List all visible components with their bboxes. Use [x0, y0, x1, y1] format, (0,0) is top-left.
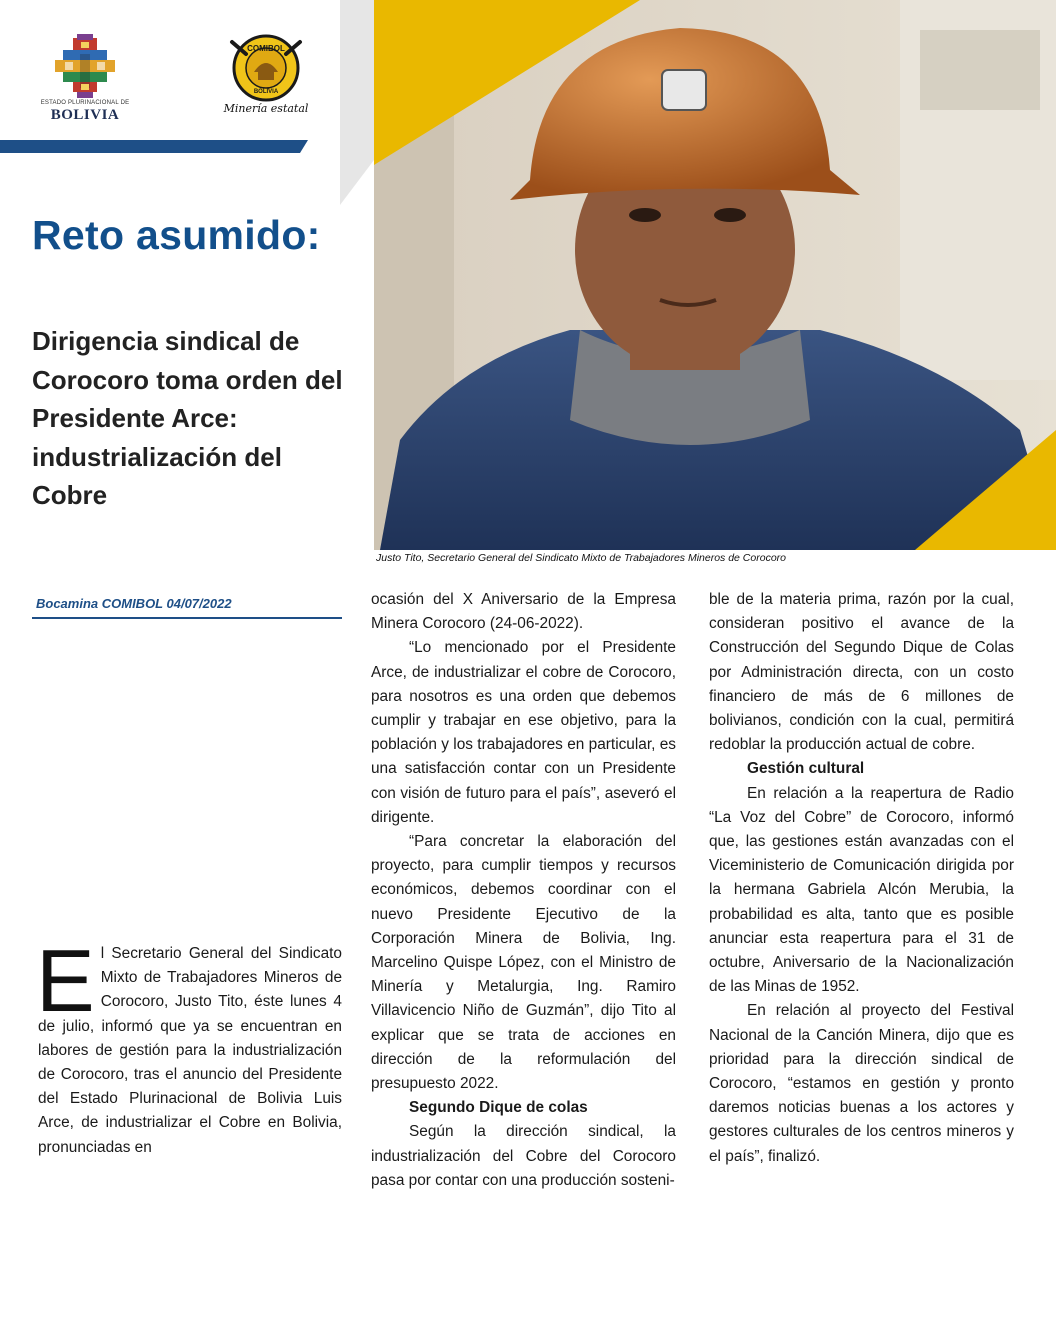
article-paragraph: “Lo mencionado por el Presidente Arce, de industrializar el cobre de Corocoro, para nosotros es una orden que debemos cumplir y trabajar en ese objetivo, para la población y los trabajadores en particular, es una satisfacción contar con un Presidente con visión de futuro para el país”, aseveró el dirigente. [371, 639, 676, 826]
portrait-photo [340, 0, 1056, 552]
comibol-emblem-icon [218, 34, 314, 102]
article-paragraph: ble de la materia prima, razón por la cual, consideran positivo el avance de la Construcción del Segundo Dique de Colas por Administración directa, con un costo financiero de más de 6 millones de bolivianos, condición con la cual, permitirá redoblar la producción actual de cobre. [709, 591, 1014, 754]
drop-cap: E [36, 931, 95, 1030]
article-paragraph: En relación a la reapertura de Radio “La Voz del Cobre” de Corocoro, informó que, las gestiones están avanzadas con el Viceministerio de Comunicación dirigida por la hermana Gabriela Alcón Merubia, la probabilidad es alta, tanto que es posible anunciar esta reapertura para el 31 de octubre, Aniversario de la Nacionalización de las Minas de 1952. [709, 784, 1014, 996]
comibol-logo [218, 34, 314, 132]
byline: Bocamina COMIBOL 04/07/2022 [36, 596, 232, 611]
article-paragraph: En relación al proyecto del Festival Nacional de la Canción Minera, dijo que es prioridad para la dirección sindical de Corocoro, “estamos en gestión y pronto daremos noticias buenas a los actores y gestores culturales de los centros mineros y el país”, finalizó. [709, 1002, 1014, 1165]
state-label-small: ESTADO PLURINACIONAL DE [40, 100, 130, 106]
article-column-1 [36, 931, 342, 1160]
kicker-title: Reto asumido: [32, 212, 321, 258]
headline: Dirigencia sindical de Corocoro toma orden del Presidente Arce: industrialización del Cobre [32, 326, 343, 510]
section-heading: Gestión cultural [747, 760, 865, 778]
byline-rule [32, 617, 342, 619]
comibol-ring-text: COMIBOL [247, 44, 285, 53]
header-band [0, 140, 340, 153]
paragraph-text: l Secretario General del Sindicato Mixto de Trabajadores Mineros de Corocoro, Justo Tito, éste lunes 4 de julio, informó que ya se encuentran en labores de gestión para la industrialización de Corocoro, tras el anuncio del Presidente del Estado Plurinacional de Bolivia Luis Arce, de industrializar el Cobre en Bolivia, pronunciadas en [38, 945, 342, 1156]
article-paragraph: “Para concretar la elaboración del proyecto, para cumplir tiempos y recursos económicos, debemos coordinar con el nuevo Presidente Ejecutivo de la Corporación Minera de Bolivia, Ing. Marcelino Quispe López, con el Ministro de Minería y Metalurgia, Ing. Ramiro Villavicencio Niño de Guzmán”, dijo Tito al explicar que se trata de acciones en dirección de la reformulación del presupuesto 2022. [371, 833, 676, 1093]
bolivia-state-logo [40, 34, 130, 126]
chakana-emblem-icon [40, 34, 130, 100]
article-column-2 [371, 588, 676, 1193]
comibol-ring-sub: BOLIVIA [253, 89, 279, 95]
section-heading: Segundo Dique de colas [409, 1099, 588, 1117]
comibol-tagline: Minería estatal [223, 102, 309, 115]
article-paragraph: Según la dirección sindical, la industrialización del Cobre del Corocoro pasa por contar con una producción sosteni- [371, 1123, 676, 1189]
photo-caption: Justo Tito, Secretario General del Sindicato Mixto de Trabajadores Mineros de Corocoro [376, 552, 786, 564]
article-paragraph: ocasión del X Aniversario de la Empresa Minera Corocoro (24-06-2022). [371, 591, 676, 633]
state-label-big: BOLIVIA [50, 107, 120, 123]
article-column-3 [709, 588, 1014, 1169]
article-paragraph [36, 931, 342, 1160]
